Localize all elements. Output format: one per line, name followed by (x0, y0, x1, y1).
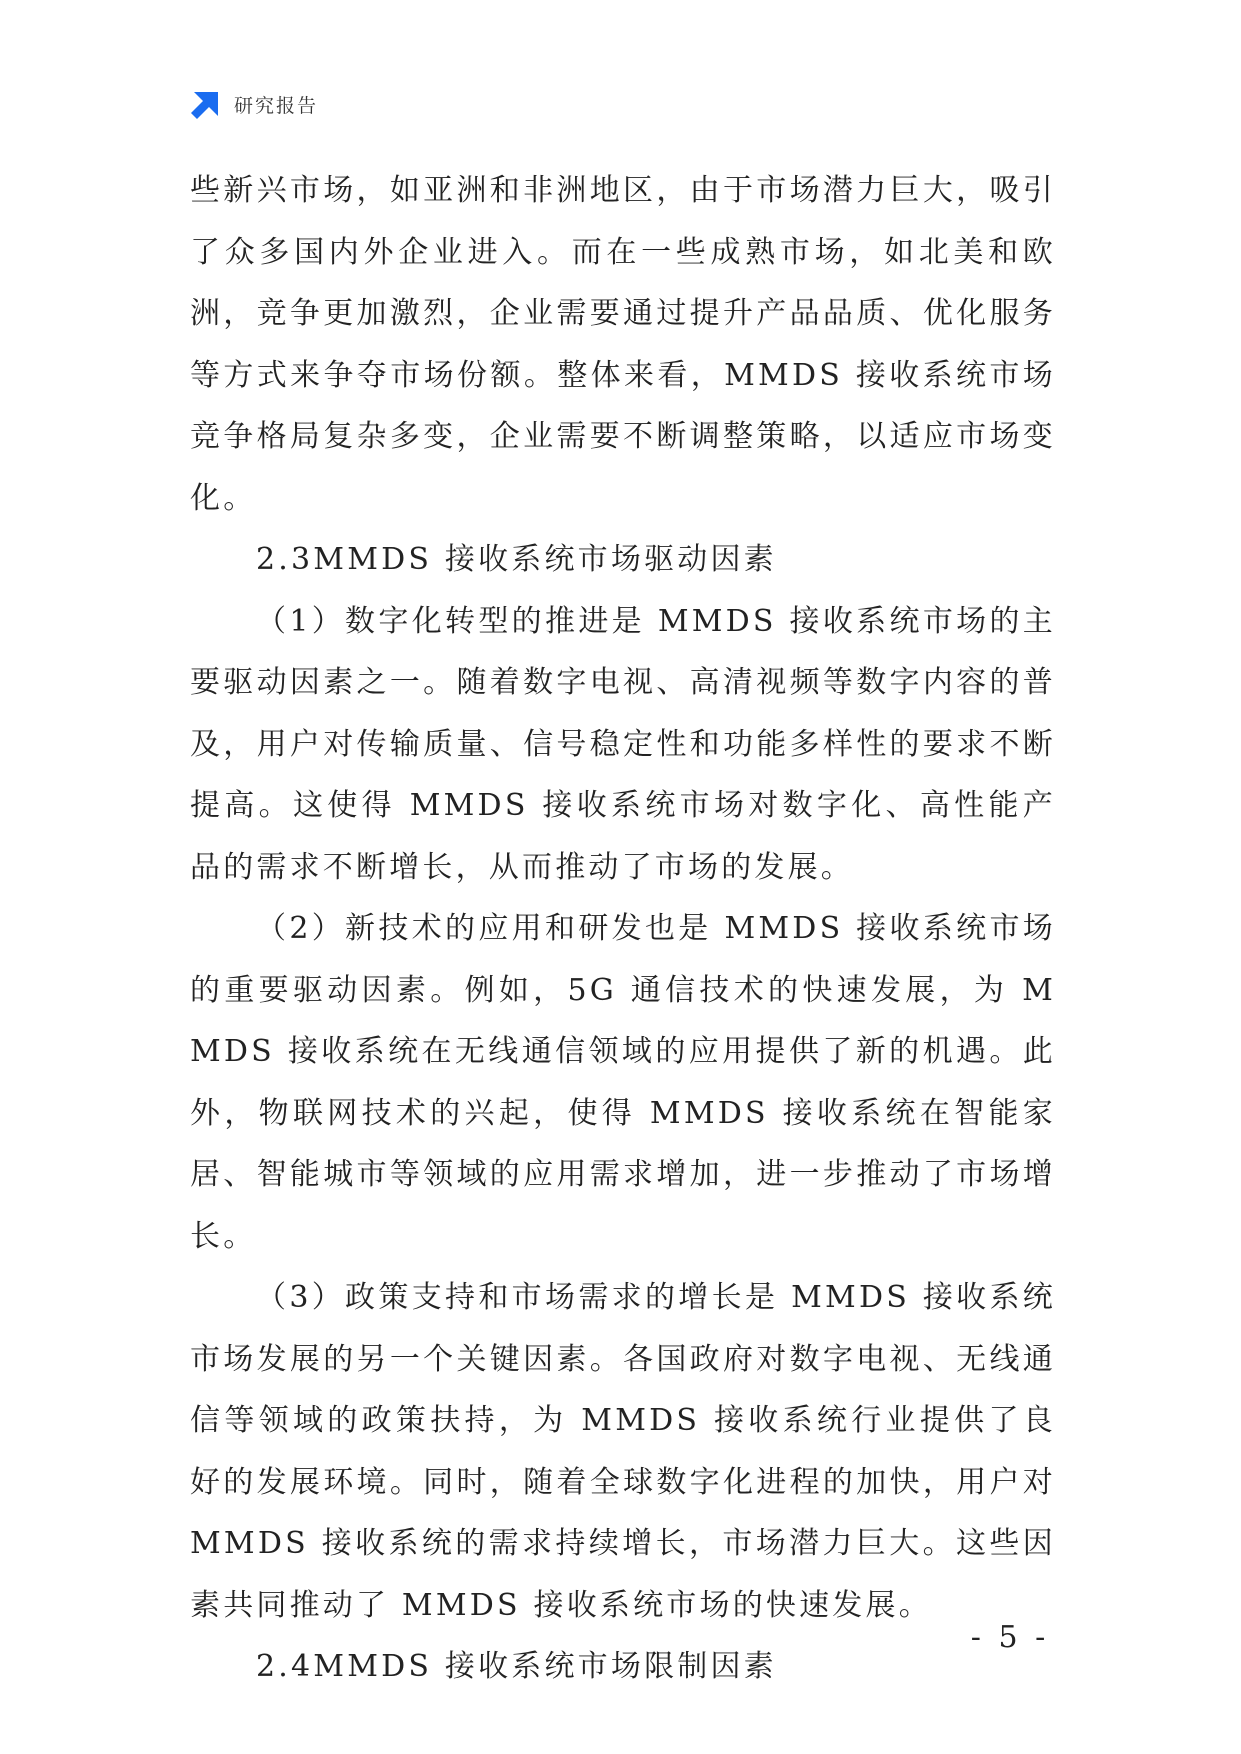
section-heading-drivers: 2.3MMDS 接收系统市场驱动因素 (256, 542, 777, 577)
paragraph-market-competition: 些新兴市场，如亚洲和非洲地区，由于市场潜力巨大，吸引了众多国内外企业进入。而在一些成熟市场，如北美和欧洲，竞争更加激烈，企业需要通过提升产品品质、优化服务等方式来争夺市场份额。整体来看，MMDS 接收系统市场竞争格局复杂多变，企业需要不断调整策略，以适应市场变化。 (190, 173, 1056, 516)
paragraph-driver-2: （2）新技术的应用和研发也是 MMDS 接收系统市场的重要驱动因素。例如，5G 通信技术的快速发展，为 MMDS 接收系统在无线通信领域的应用提供了新的机遇。此外，物联网技术的兴起，使得 MMDS 接收系统在智能家居、智能城市等领域的应用需求增加，进一步推动了市场增长。 (190, 911, 1056, 1254)
header-title: 研究报告 (234, 94, 319, 117)
arrow-up-right-icon (190, 88, 222, 120)
page-number: - 5 - (970, 1620, 1050, 1655)
paragraph-driver-1: （1）数字化转型的推进是 MMDS 接收系统市场的主要驱动因素之一。随着数字电视、高清视频等数字内容的普及，用户对传输质量、信号稳定性和功能多样性的要求不断提高。这使得 MMDS 接收系统市场对数字化、高性能产品的需求不断增长，从而推动了市场的发展。 (190, 603, 1056, 885)
paragraph-driver-3: （3）政策支持和市场需求的增长是 MMDS 接收系统市场发展的另一个关键因素。各国政府对数字电视、无线通信等领域的政策扶持，为 MMDS 接收系统行业提供了良好的发展环境。同时，随着全球数字化进程的加快，用户对 MMDS 接收系统的需求持续增长，市场潜力巨大。这些因素共同推动了 MMDS 接收系统市场的快速发展。 (190, 1280, 1056, 1623)
report-header (190, 86, 318, 122)
section-heading-constraints: 2.4MMDS 接收系统市场限制因素 (256, 1649, 777, 1684)
document-body (190, 160, 1056, 1698)
